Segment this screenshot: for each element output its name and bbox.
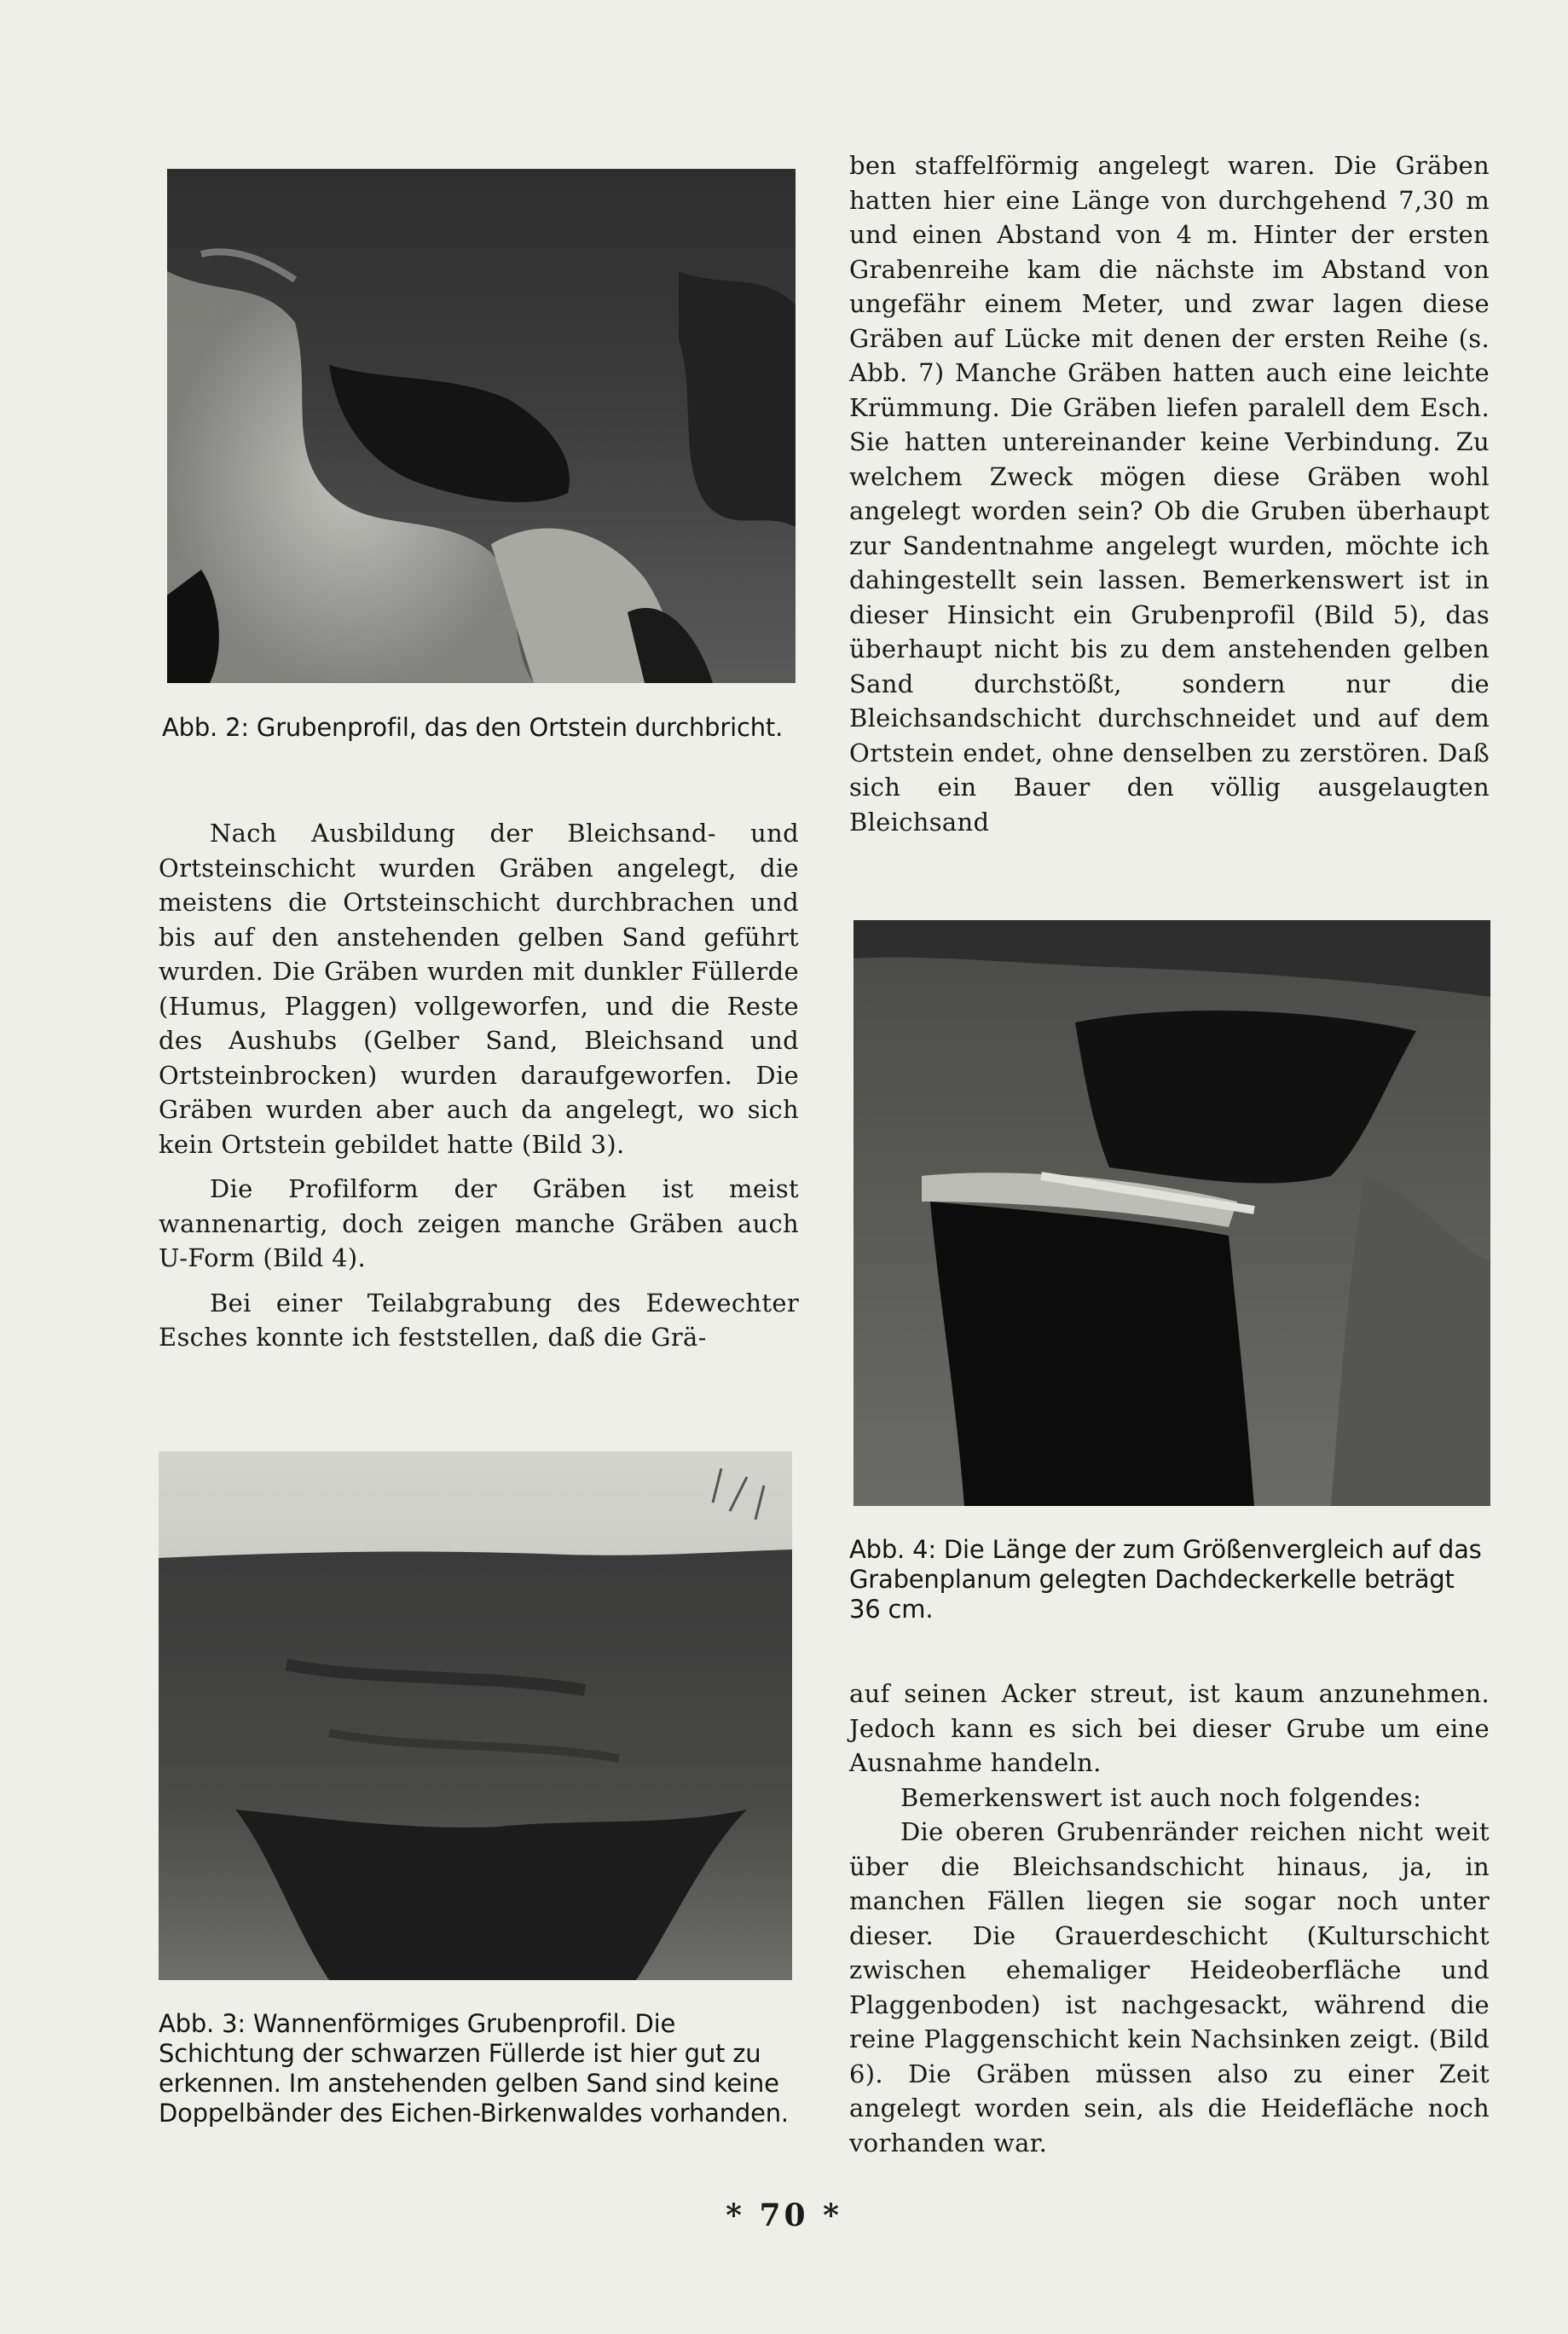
figure-4-photo: [853, 920, 1490, 1506]
right-paragraph-4: Die oberen Grubenränder reichen nicht weit über die Bleichsandschicht hinaus, ja, in manchen Fällen liegen sie sogar noch unter dieser. Die Grauerdeschicht (Kulturschicht zwischen ehemaliger Heideoberfläche und Plaggenboden) ist nachgesackt, während die reine Plaggenschicht kein Nachsinken zeigt. (Bild 6). Die Gräben müssen also zu einer Zeit angelegt worden sein, als die Heidefläche noch vorhanden war.: [849, 1817, 1490, 2157]
page-number: * 70 *: [726, 2198, 842, 2233]
figure-2-caption: Abb. 2: Grubenprofil, das den Ortstein durchbricht.: [162, 713, 784, 742]
figure-3-caption: Abb. 3: Wannenförmiges Grubenprofil. Die Schichtung der schwarzen Füllerde ist hier gut zu erkennen. Im anstehenden gelben Sand sind keine Doppelbänder des Eichen-Birkenwaldes vorhanden.: [159, 2009, 789, 2128]
figure-3-photo: [159, 1451, 792, 1980]
left-paragraph-3: Bei einer Teilabgrabung des Edewechter Esches konnte ich feststellen, daß die Grä-: [159, 1288, 799, 1352]
left-paragraph-1: Nach Ausbildung der Bleichsand- und Ortsteinschicht wurden Gräben angelegt, die meistens die Ortsteinschicht durchbrachen und bis auf den anstehenden gelben Sand geführt wurden. Die Gräben wurden mit dunkler Füllerde (Humus, Plaggen) vollgeworfen, und die Reste des Aushubs (Gelber Sand, Bleichsand und Ortsteinbrocken) wurden daraufgeworfen. Die Gräben wurden aber auch da angelegt, wo sich kein Ortstein gebildet hatte (Bild 3).: [159, 819, 799, 1159]
figure-2-photo: [167, 169, 796, 683]
right-column-text-top: [849, 148, 1490, 839]
left-paragraph-2: Die Profilform der Gräben ist meist wannenartig, doch zeigen manche Gräben auch U-Form (Bild 4).: [159, 1174, 799, 1272]
right-column-text-bottom: [849, 1677, 1490, 2160]
figure-4-caption: Abb. 4: Die Länge der zum Größenvergleich auf das Grabenplanum gelegten Dachdeckerkelle beträgt 36 cm.: [849, 1535, 1482, 1624]
right-paragraph-2: auf seinen Acker streut, ist kaum anzunehmen. Jedoch kann es sich bei dieser Grube um eine Ausnahme handeln.: [849, 1679, 1490, 1777]
left-column-text: [159, 816, 799, 1355]
right-paragraph-1: ben staffelförmig angelegt waren. Die Gräben hatten hier eine Länge von durchgehend 7,30 m und einen Abstand von 4 m. Hinter der ersten Grabenreihe kam die nächste im Abstand von ungefähr einem Meter, und zwar lagen diese Gräben auf Lücke mit denen der ersten Reihe (s. Abb. 7) Manche Gräben hatten auch eine leichte Krümmung. Die Gräben liefen paralell dem Esch. Sie hatten untereinander keine Verbindung. Zu welchem Zweck mögen diese Gräben wohl angelegt worden sein? Ob die Gruben überhaupt zur Sandentnahme angelegt wurden, möchte ich dahingestellt sein lassen. Bemerkenswert ist in dieser Hinsicht ein Grubenprofil (Bild 5), das überhaupt nicht bis zu dem anstehenden gelben Sand durchstößt, sondern nur die Bleichsandschicht durchschneidet und auf dem Ortstein endet, ohne denselben zu zerstören. Daß sich ein Bauer den völlig ausgelaugten Bleichsand: [849, 151, 1490, 837]
right-paragraph-3: Bemerkenswert ist auch noch folgendes:: [900, 1782, 1422, 1812]
